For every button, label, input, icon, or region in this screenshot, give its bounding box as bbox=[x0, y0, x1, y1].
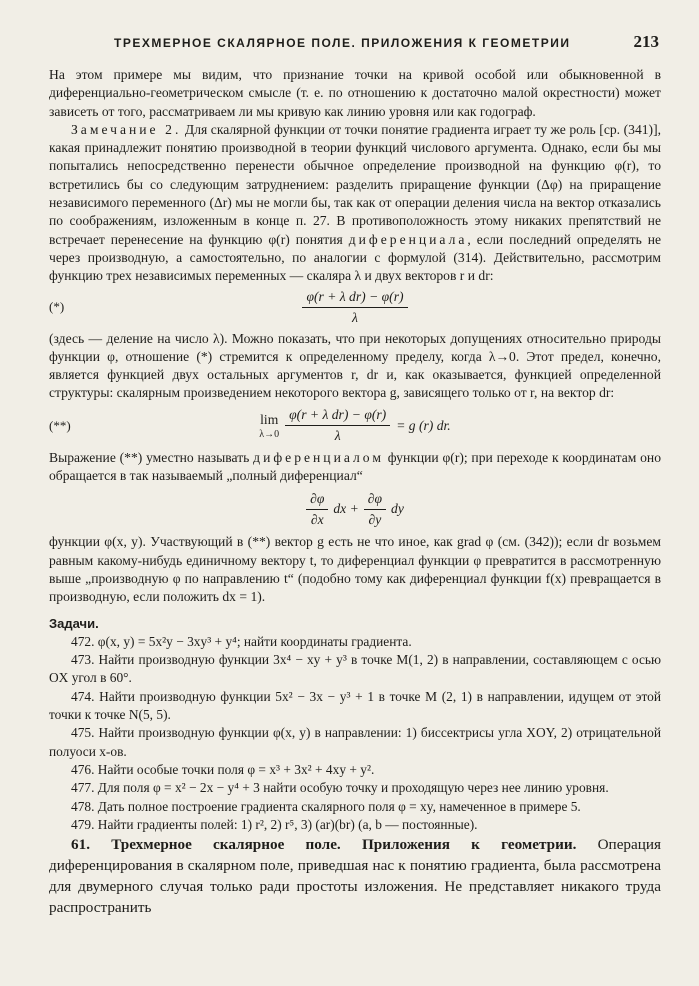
limit-word: lim bbox=[260, 412, 279, 428]
task-item: 477. Для поля φ = x² − 2x − y⁴ + 3 найти особую точку и проходящую через нее линию уровня. bbox=[71, 780, 609, 796]
fraction-numerator: ∂φ bbox=[306, 490, 328, 510]
fraction bbox=[306, 490, 328, 530]
paragraph-gradient: функции φ(x, y). Участвующий в (**) вектор g есть не что иное, как grad φ (см. (342)); если dr возьмем равным какому-нибудь единичному вектору t, то диференциал функции φ превратится в рассмотренную выше „производную φ по направлению t“ (подобно тому как диференциал функции f(x) превращается в производную, если положить dx = 1). bbox=[49, 534, 661, 605]
page-body bbox=[49, 66, 661, 918]
text-run: функции φ(r); при переходе к координатам оно обращается в так называемый „полный диференциал“ bbox=[49, 449, 661, 484]
equation-end: dy bbox=[391, 501, 404, 517]
section-title: 61. Трехмерное скалярное поле. Приложения к геометрии. bbox=[71, 836, 577, 854]
remark-text: Для скалярной функции от точки понятие градиента играет ту же роль [ср. (341)], какая принадлежит понятию производной в теории функций числового аргумента. Однако, если бы мы попытались непосредственно перенести обычное определение производной на функцию φ(r), то встретились бы со следующим затруднением: разделить приращение функции (Δφ) на приращение независимого переменного (Δr) мы не могли бы, так как от операции деления числа на вектор отказались по соображениям, изложенным в конце п. 27. В противоположность этому никаких препятствий не встречает перенесение на функцию φ(r) понятия bbox=[49, 121, 661, 247]
task-item: 475. Найти производную функции φ(x, y) в направлении: 1) биссектрисы угла XOY, 2) отрицательной полуоси x-ов. bbox=[49, 725, 661, 759]
paragraph-example-remark: На этом примере мы видим, что признание точки на кривой особой или обыкновенной в диференциально-геометрическом смысле (т. е. по отношению к достаточно малой окрестности) может зависеть от того, рассматриваем ли мы кривую как линию уровня или как годограф. bbox=[49, 67, 661, 119]
spaced-term-differential: диференциалом bbox=[253, 449, 384, 465]
limit-subscript: λ→0 bbox=[259, 429, 280, 441]
paragraph-remark-2 bbox=[49, 121, 661, 286]
task-item: 472. φ(x, y) = 5x²y − 3xy³ + y⁴; найти координаты градиента. bbox=[71, 633, 412, 649]
equation-star bbox=[49, 286, 661, 330]
tasks-heading: Задачи. bbox=[49, 615, 99, 631]
remark-text-end: , если последний определять не через производную, а самостоятельно, по аналогии с формулой (314). Действительно, рассмотрим функцию трех независимых переменных — скаляра λ и двух векторов r и dr: bbox=[49, 231, 662, 284]
task-item: 479. Найти градиенты полей: 1) r², 2) r⁵, 3) (ar)(br) (a, b — постоянные). bbox=[71, 816, 478, 832]
equation-total-differential bbox=[49, 485, 661, 533]
fraction-numerator: φ(r + λ dr) − φ(r) bbox=[285, 406, 390, 426]
task-item: 474. Найти производную функции 5x² − 3x − y³ + 1 в точке M (2, 1) в направлении, идущем от этой точки к точке N(5, 5). bbox=[49, 688, 661, 723]
task-item: 473. Найти производную функции 3x⁴ − xy + y³ в точке M(1, 2) в направлении, составляющем с осью OX угол в 60°. bbox=[49, 652, 661, 686]
section-61 bbox=[49, 834, 661, 918]
paragraph-differential bbox=[49, 449, 661, 486]
page-number: 213 bbox=[633, 32, 659, 51]
fraction-numerator: φ(r + λ dr) − φ(r) bbox=[302, 288, 407, 308]
fraction-denominator: λ bbox=[334, 428, 341, 444]
tasks-list bbox=[49, 633, 661, 834]
remark-heading: Замечание 2. bbox=[71, 121, 182, 137]
equation-double-star bbox=[49, 403, 661, 449]
fraction bbox=[285, 406, 390, 446]
fraction-denominator: λ bbox=[352, 310, 358, 326]
equation-rhs: = g (r) dr. bbox=[396, 417, 451, 433]
equation-label: (*) bbox=[49, 299, 65, 315]
text-run: Выражение (**) уместно называть bbox=[49, 449, 250, 465]
fraction-denominator: ∂y bbox=[368, 511, 382, 527]
equation-label: (**) bbox=[49, 417, 71, 433]
limit-operator bbox=[259, 411, 279, 440]
running-title: ТРЕХМЕРНОЕ СКАЛЯРНОЕ ПОЛЕ. ПРИЛОЖЕНИЯ К ГЕОМЕТРИИ bbox=[114, 36, 571, 50]
fraction-denominator: ∂x bbox=[310, 511, 324, 527]
equation-middle: dx + bbox=[333, 501, 359, 517]
page-header bbox=[52, 32, 659, 54]
fraction bbox=[302, 288, 407, 328]
spaced-term-differential: диференциала bbox=[348, 231, 468, 247]
task-item: 478. Дать полное построение градиента скалярного поля φ = xy, намеченное в примере 5. bbox=[71, 798, 581, 814]
fraction bbox=[364, 490, 386, 530]
task-item: 476. Найти особые точки поля φ = x³ + 3x² + 4xy + y². bbox=[71, 761, 375, 777]
paragraph-limit: (здесь — деление на число λ). Можно показать, что при некоторых допущениях относительно природы функции φ, отношение (*) стремится к определенному пределу, когда λ→0. Этот предел, конечно, является функцией двух остальных аргументов r, dr и, как оказывается, функцией определенной структуры: скалярным произведением некоторого вектора g, зависящего только от r, на вектор dr: bbox=[49, 330, 661, 401]
fraction-numerator: ∂φ bbox=[364, 490, 386, 510]
section-text: Операция диференцирования в скалярном поле, приведшая нас к понятию градиента, была рассмотрена для двумерного случая только ради простоты изложения. Не представляет никакого труда распространить bbox=[49, 836, 662, 917]
